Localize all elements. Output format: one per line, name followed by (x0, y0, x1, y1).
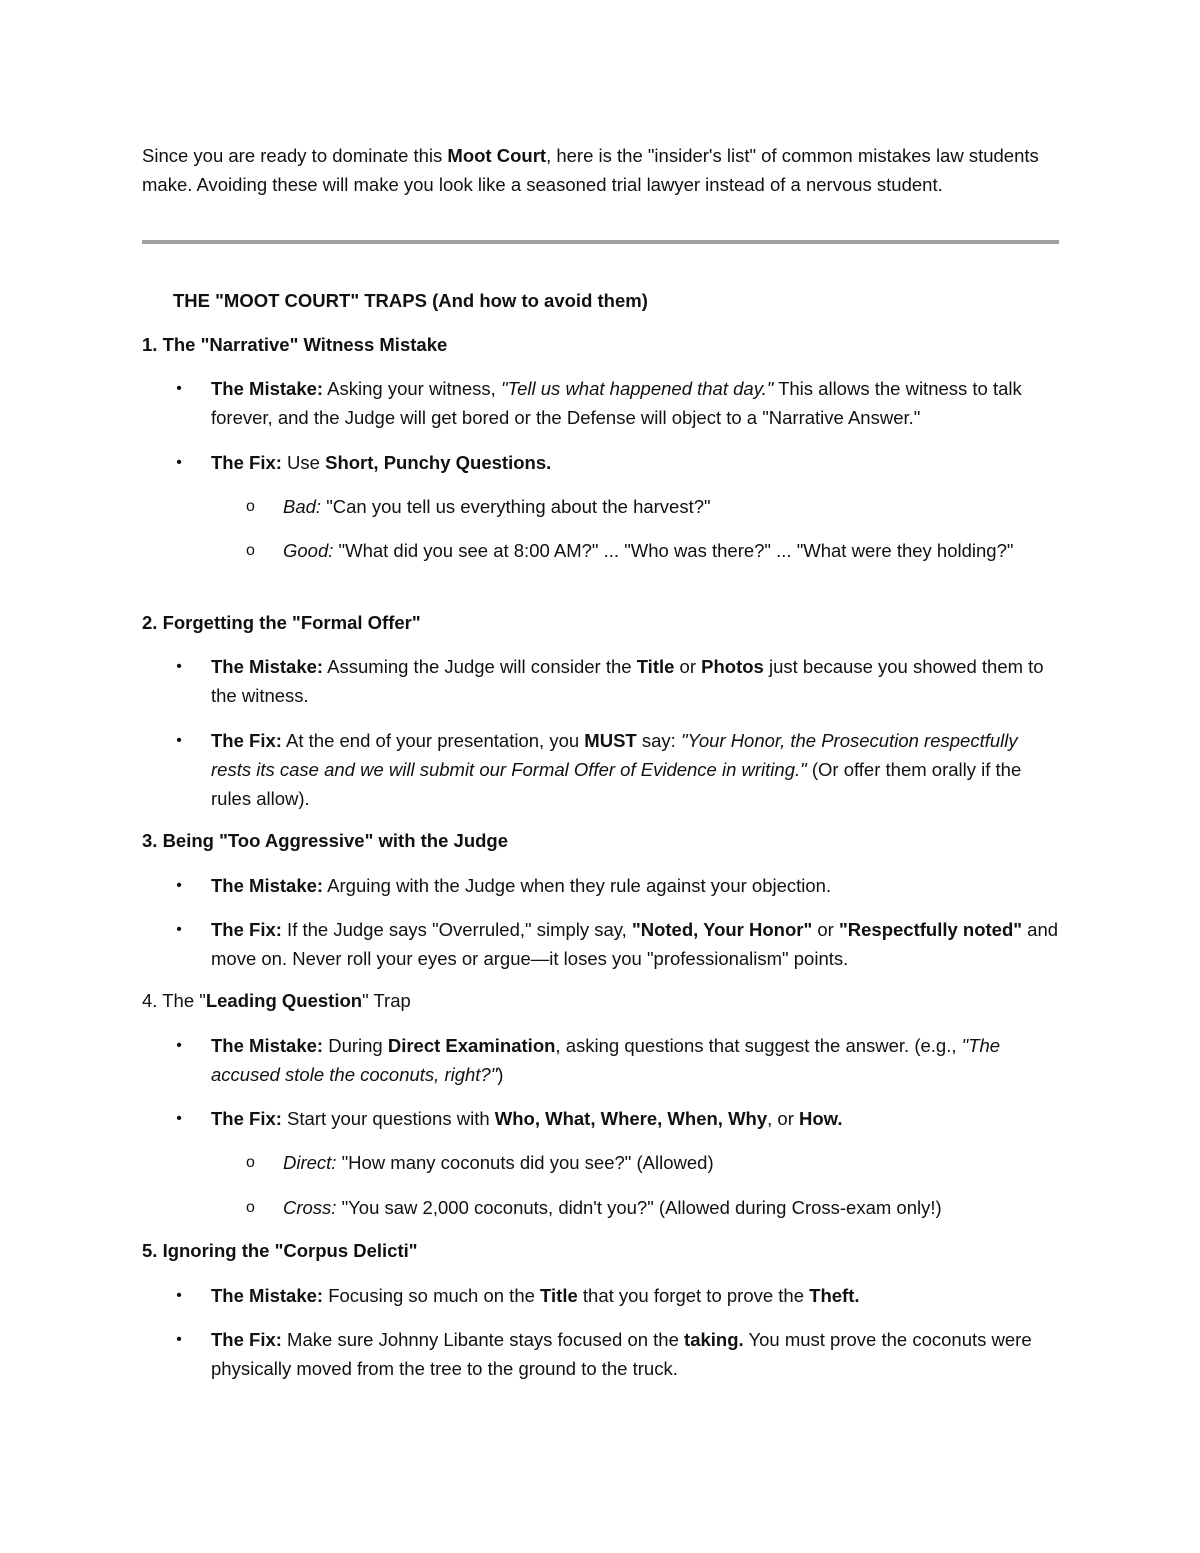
heading-emphasis: Leading Question (205, 990, 363, 1011)
bullet-icon: • (176, 1037, 182, 1054)
item-text: Arguing with the Judge when they rule against your objection. (323, 875, 832, 896)
sub-item-text: "You saw 2,000 coconuts, didn't you?" (Allowed during Cross-exam only!) (336, 1197, 942, 1218)
item-text: , or (767, 1108, 799, 1129)
item-text: , asking questions that suggest the answer. (e.g., (555, 1035, 962, 1056)
bullet-icon: • (176, 454, 182, 471)
list-item-mistake-4 (176, 1031, 1061, 1089)
item-text: just because you showed them to the witness. (211, 656, 1044, 706)
heading-text: " Trap (362, 990, 411, 1011)
sub-item-text: "Can you tell us everything about the harvest?" (321, 496, 711, 517)
intro-paragraph (142, 141, 1042, 199)
heading-text: 4. The " (142, 990, 206, 1011)
list-item-mistake-2 (176, 652, 1061, 710)
item-text: During (323, 1035, 388, 1056)
bullet-icon: • (176, 658, 182, 675)
item-emphasis: Direct Examination (387, 1035, 556, 1056)
list-item-mistake-1 (176, 374, 1061, 432)
item-emphasis: Title (540, 1285, 578, 1306)
circle-bullet-icon: o (246, 542, 255, 559)
item-emphasis: "Respectfully noted" (838, 919, 1023, 940)
sub-item-bad (246, 492, 1053, 521)
list-item-fix-2 (176, 726, 1061, 813)
item-quote: "The accused stole the coconuts, right?" (211, 1035, 1001, 1085)
list-item-fix-5 (176, 1325, 1061, 1383)
document-title: THE "MOOT COURT" TRAPS (And how to avoid them) (173, 290, 648, 311)
bullet-icon: • (176, 1331, 182, 1348)
item-text: or (812, 919, 839, 940)
bullet-icon: • (176, 732, 182, 749)
item-emphasis: How. (799, 1108, 843, 1129)
intro-text: , here is the "insider's list" of common mistakes law students make. Avoiding these will make you look like a seasoned trial lawyer instead of a nervous student. (142, 145, 1039, 195)
list-item-mistake-5 (176, 1281, 1061, 1310)
bullet-icon: • (176, 380, 182, 397)
section-heading-3: 3. Being "Too Aggressive" with the Judge (142, 830, 509, 851)
item-text: that you forget to prove the (577, 1285, 810, 1306)
list-item-mistake-3 (176, 871, 1061, 900)
bullet-icon: • (176, 877, 182, 894)
sub-item-good (246, 536, 1053, 565)
item-label: The Fix: (211, 730, 282, 751)
item-label: The Mistake: (211, 1035, 324, 1056)
sub-item-cross (246, 1193, 1053, 1222)
item-label: The Mistake: (211, 378, 324, 399)
item-label: The Fix: (211, 1329, 282, 1350)
sub-item-label: Bad: (283, 496, 322, 517)
item-text: At the end of your presentation, you (281, 730, 585, 751)
item-label: The Fix: (211, 1108, 282, 1129)
section-heading-1: 1. The "Narrative" Witness Mistake (142, 334, 448, 355)
item-label: The Fix: (211, 919, 282, 940)
intro-text: Since you are ready to dominate this (142, 145, 448, 166)
circle-bullet-icon: o (246, 1199, 255, 1216)
item-emphasis: Title (636, 656, 675, 677)
sub-item-label: Cross: (283, 1197, 337, 1218)
bullet-icon: • (176, 921, 182, 938)
intro-emphasis: Moot Court (447, 145, 547, 166)
item-text: Asking your witness, (323, 378, 501, 399)
item-label: The Mistake: (211, 656, 324, 677)
bullet-icon: • (176, 1287, 182, 1304)
item-quote: "Your Honor, the Prosecution respectfully rests its case and we will submit our Formal Offer of Evidence in writing." (211, 730, 1018, 780)
item-text: say: (636, 730, 681, 751)
section-heading-4 (142, 986, 411, 1015)
circle-bullet-icon: o (246, 498, 255, 515)
section-heading-2: 2. Forgetting the "Formal Offer" (142, 612, 421, 633)
item-text: (Or offer them orally if the rules allow). (211, 759, 1022, 809)
sub-item-direct (246, 1148, 1053, 1177)
item-label: The Fix: (211, 452, 282, 473)
section-heading-5: 5. Ignoring the "Corpus Delicti" (142, 1240, 418, 1261)
item-emphasis: "Noted, Your Honor" (631, 919, 813, 940)
bullet-icon: • (176, 1110, 182, 1127)
item-text: Make sure Johnny Libante stays focused on the (281, 1329, 685, 1350)
sub-item-text: "How many coconuts did you see?" (Allowed) (336, 1152, 714, 1173)
item-text: or (674, 656, 702, 677)
item-emphasis: Theft. (809, 1285, 860, 1306)
sub-item-label: Direct: (283, 1152, 337, 1173)
item-emphasis: Who, What, Where, When, Why (494, 1108, 768, 1129)
item-label: The Mistake: (211, 1285, 324, 1306)
item-text: Focusing so much on the (323, 1285, 541, 1306)
list-item-fix-3 (176, 915, 1061, 973)
horizontal-divider (142, 240, 1059, 244)
item-text: If the Judge says "Overruled," simply say, (281, 919, 632, 940)
item-text: Use (281, 452, 326, 473)
item-quote: "Tell us what happened that day." (500, 378, 774, 399)
sub-item-label: Good: (283, 540, 334, 561)
item-text: Assuming the Judge will consider the (323, 656, 637, 677)
item-emphasis: Photos (701, 656, 764, 677)
item-text: You must prove the coconuts were physically moved from the tree to the ground to the truck. (211, 1329, 1032, 1379)
item-label: The Mistake: (211, 875, 324, 896)
list-item-fix-1 (176, 448, 1061, 477)
item-text: and move on. Never roll your eyes or argue—it loses you "professionalism" points. (211, 919, 1059, 969)
list-item-fix-4 (176, 1104, 1061, 1133)
item-emphasis: MUST (584, 730, 637, 751)
item-text: ) (497, 1064, 504, 1085)
item-text: Start your questions with (281, 1108, 495, 1129)
sub-item-text: "What did you see at 8:00 AM?" ... "Who was there?" ... "What were they holding?" (333, 540, 1014, 561)
item-emphasis: taking. (684, 1329, 744, 1350)
circle-bullet-icon: o (246, 1154, 255, 1171)
item-emphasis: Short, Punchy Questions. (325, 452, 552, 473)
item-text: This allows the witness to talk forever, and the Judge will get bored or the Defense will object to a "Narrative Answer." (211, 378, 1022, 428)
